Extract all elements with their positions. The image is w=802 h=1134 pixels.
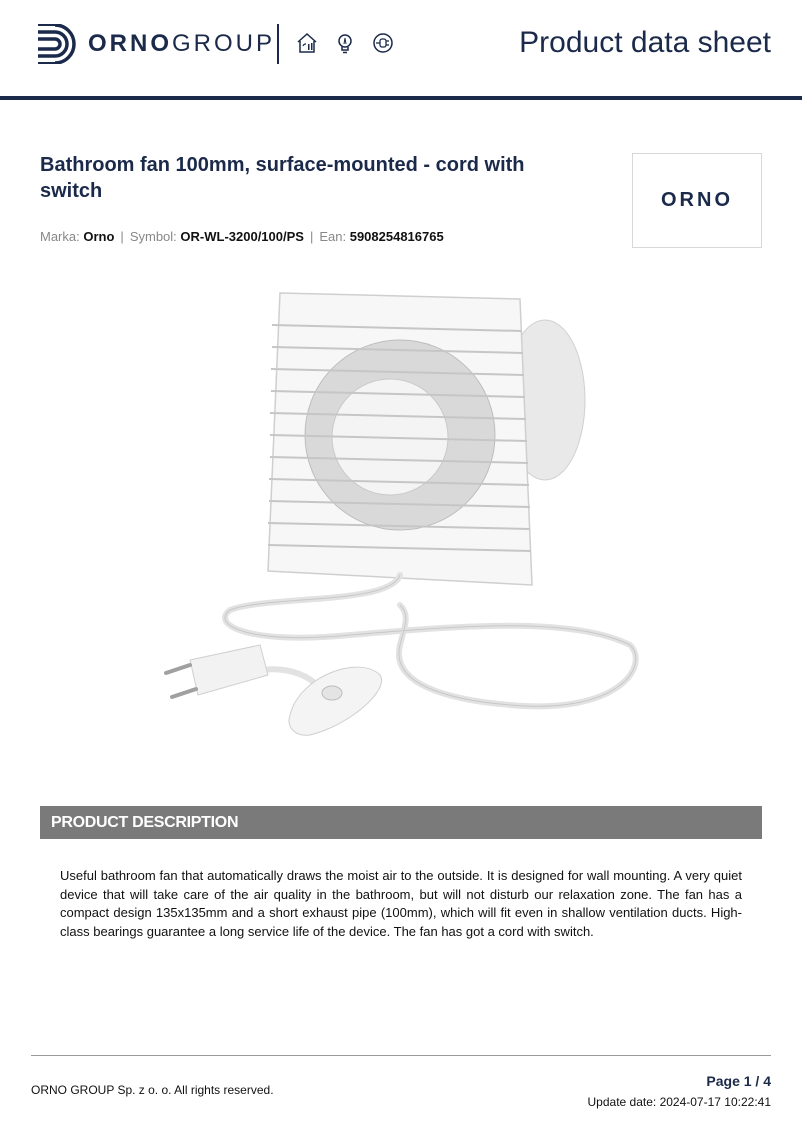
- orno-logo-mark-icon: [34, 24, 76, 64]
- product-image: [150, 265, 650, 775]
- category-icons: [296, 32, 394, 54]
- header-rule: [0, 96, 802, 100]
- brand-logo: ORNO: [661, 189, 733, 211]
- marka-value: Orno: [83, 229, 115, 244]
- page-header: [0, 0, 802, 100]
- power-plug-icon[interactable]: [372, 32, 394, 54]
- power-cord: [225, 575, 636, 706]
- footer-rule: [31, 1055, 771, 1056]
- product-meta: [40, 229, 444, 244]
- product-title: Bathroom fan 100mm, surface-mounted - cord with switch: [40, 154, 525, 202]
- brand-logo-box: [632, 153, 762, 248]
- power-plug: [166, 645, 268, 697]
- symbol-label: Symbol:: [129, 229, 177, 244]
- fan-illustration: [150, 265, 650, 775]
- page-number: Page 1 / 4: [706, 1073, 771, 1089]
- symbol-value: OR-WL-3200/100/PS: [180, 229, 304, 244]
- orno-group-logo[interactable]: [34, 24, 275, 64]
- section-title: PRODUCT DESCRIPTION: [51, 814, 239, 831]
- ean-value: 5908254816765: [349, 229, 444, 244]
- document-title: Product data sheet: [519, 26, 771, 59]
- copyright-text: ORNO GROUP Sp. z o. o. All rights reserved.: [31, 1083, 274, 1097]
- marka-label: Marka:: [40, 229, 80, 244]
- header-divider: [277, 24, 279, 64]
- meta-separator: |: [309, 229, 314, 244]
- ean-label: Ean:: [319, 229, 347, 244]
- update-date: Update date: 2024-07-17 10:22:41: [587, 1095, 771, 1109]
- meta-separator: |: [120, 229, 124, 244]
- section-header-product-description: [40, 806, 762, 839]
- smart-home-icon[interactable]: [296, 32, 318, 54]
- logo-wordmark: ORNOGROUP: [88, 30, 276, 57]
- lightbulb-icon[interactable]: [334, 32, 356, 54]
- product-description-text: Useful bathroom fan that automatically draws the moist air to the outside. It is designed for wall mounting. A very quiet device that will take care of the air quality in the bathroom, but will not disturb our relaxation zone. The fan has a compact design 135x135mm and a short exhaust pipe (100mm), which will fit even in shallow ventilation ducts. High-class bearings guarantee a long service life of the device. The fan has got a cord with switch.: [60, 868, 742, 939]
